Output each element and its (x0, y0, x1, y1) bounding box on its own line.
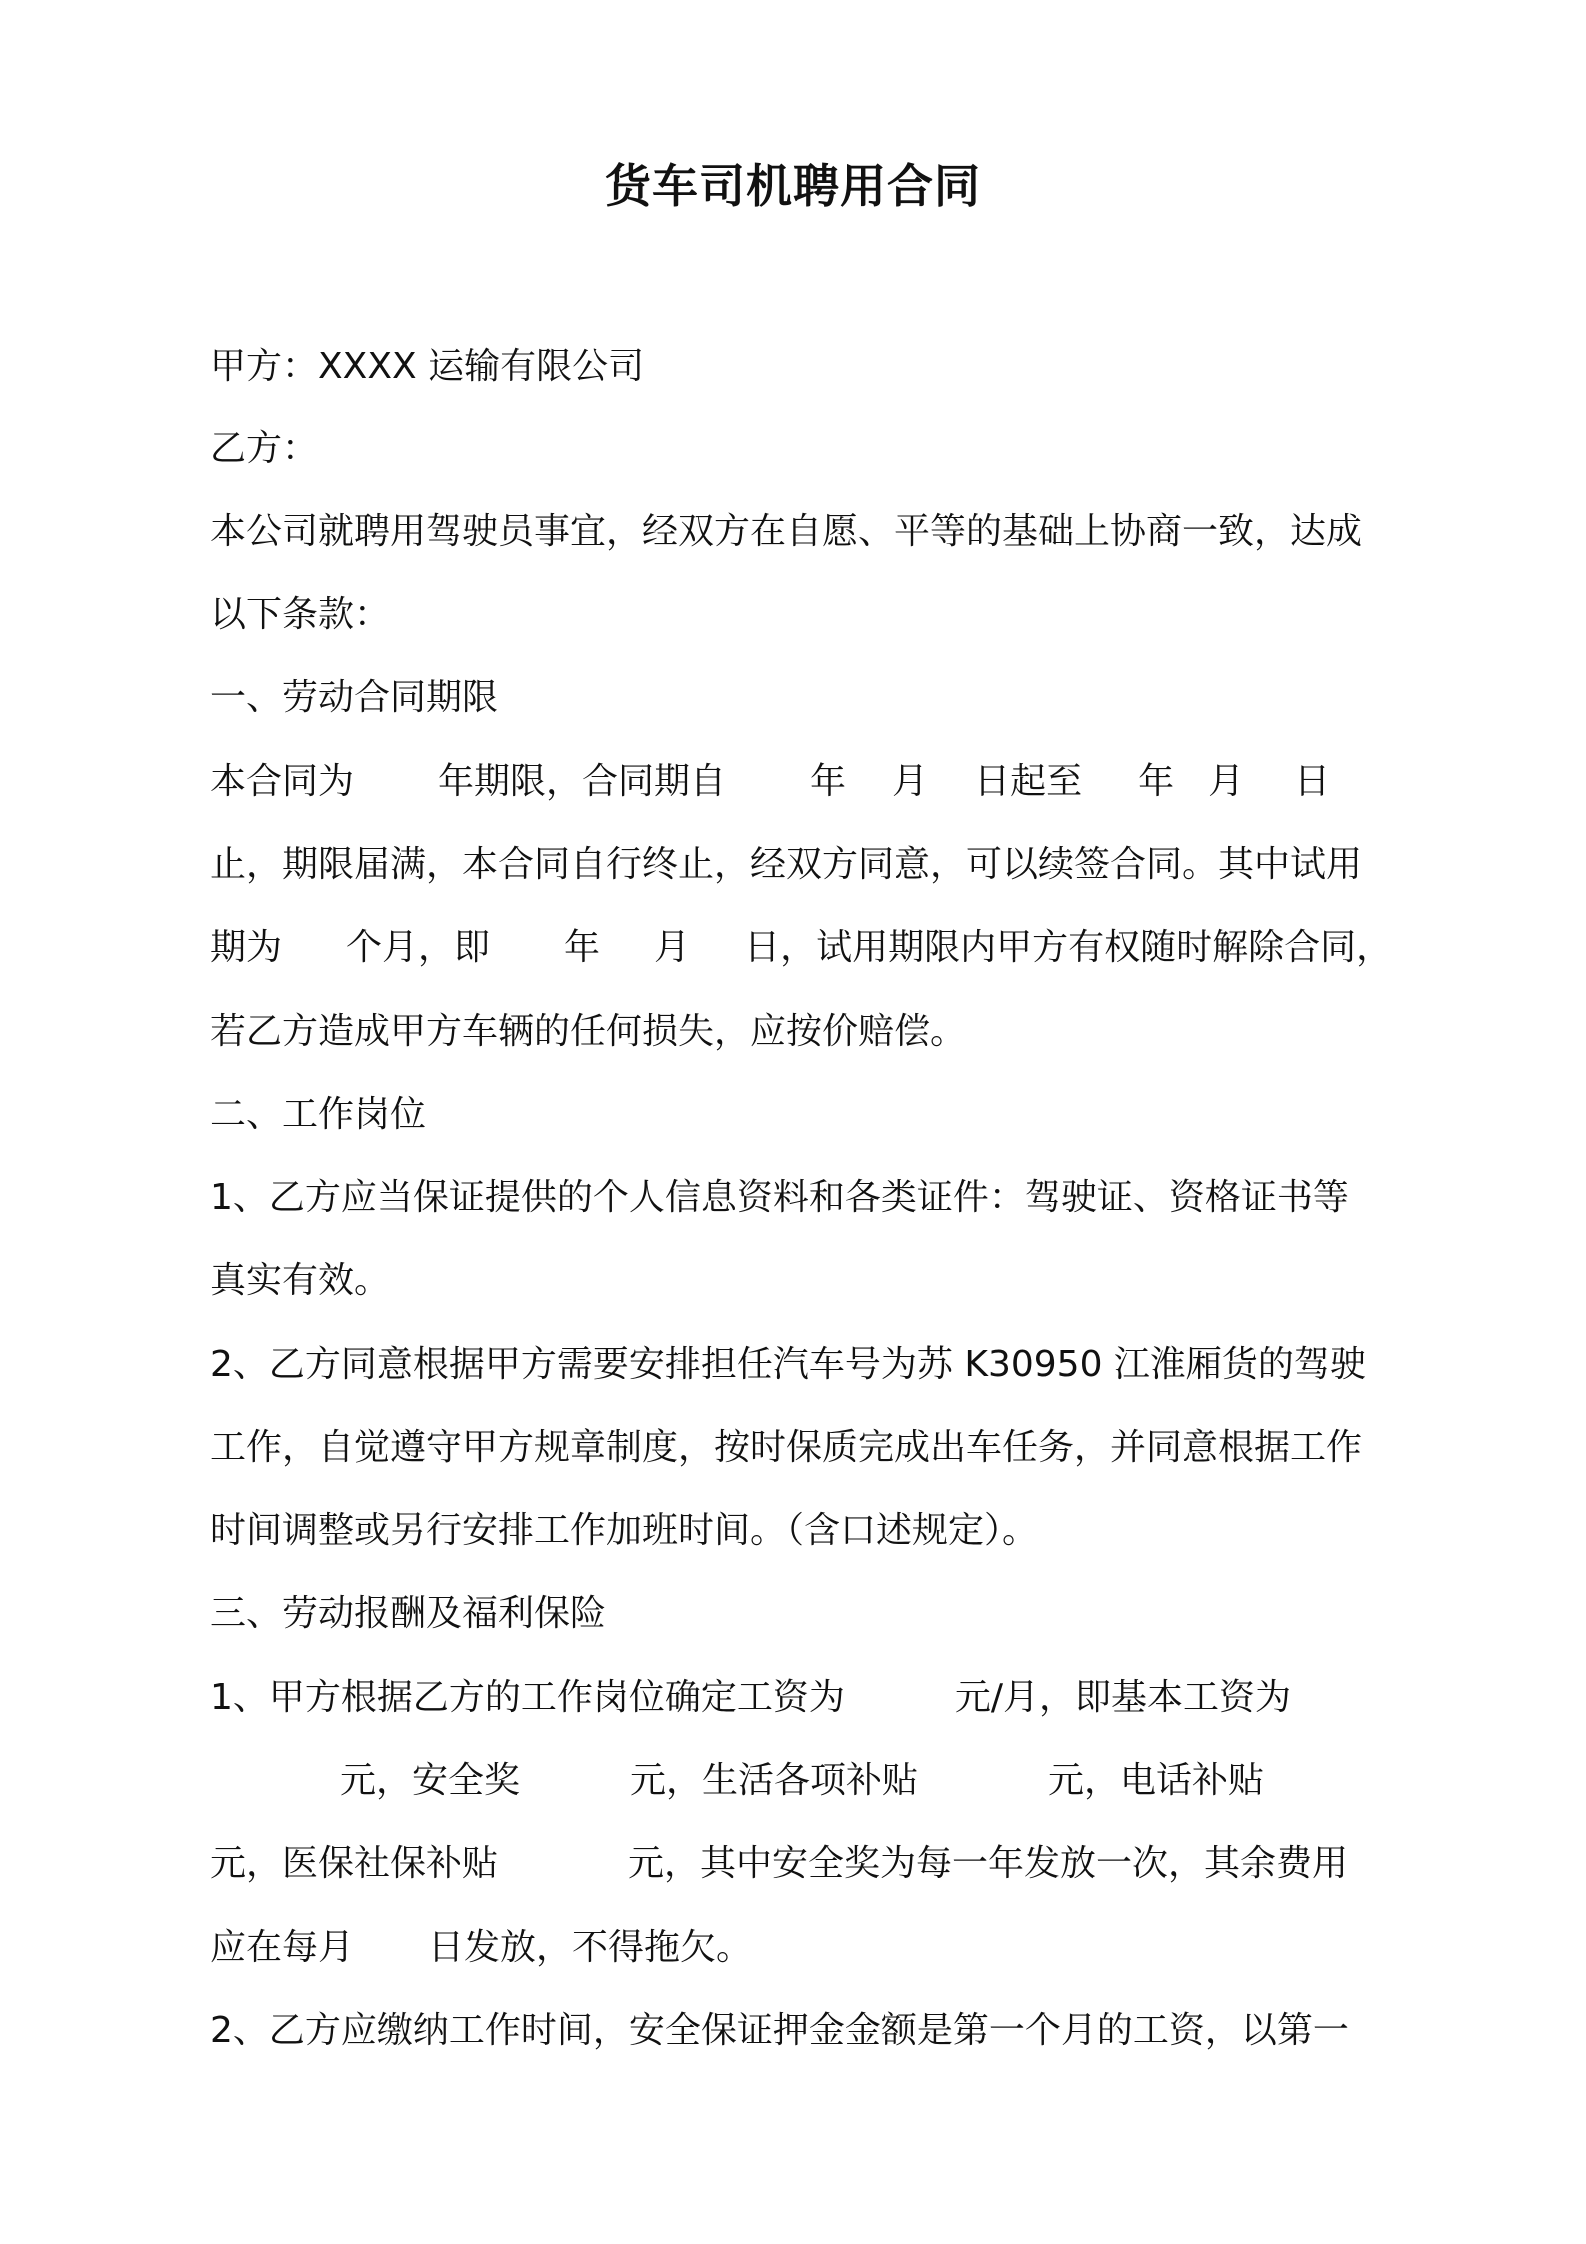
term-line-2: 止，期限届满，本合同自行终止，经双方同意，可以续签合同。其中试用 (210, 844, 1363, 885)
position-item-1-line-1: 1、乙方应当保证提供的个人信息资料和各类证件：驾驶证、资格证书等 (210, 1177, 1349, 1218)
pay-text: 日发放，不得拖欠。 (428, 1927, 753, 1968)
position-item-1-line-2: 真实有效。 (210, 1260, 391, 1301)
pay-item-1-line-2 (210, 1759, 1264, 1803)
pay-text: 元，其中安全奖为每一年发放一次，其余费用 (628, 1843, 1349, 1884)
term-text: 月 (654, 927, 691, 968)
term-line-1 (210, 760, 1330, 804)
term-line-3 (210, 926, 1392, 970)
party-b-line: 乙方： (210, 428, 319, 469)
pay-text: 元，安全奖 (340, 1760, 521, 1801)
term-text: 期为 (210, 927, 283, 968)
term-line-4: 若乙方造成甲方车辆的任何损失，应按价赔偿。 (210, 1011, 967, 1052)
pay-text: 1、甲方根据乙方的工作岗位确定工资为 (210, 1677, 845, 1718)
term-text: 个月，即 (346, 927, 491, 968)
pay-text: 元，电话补贴 (1048, 1760, 1265, 1801)
term-text: 本合同为 (210, 761, 355, 802)
position-item-2-line-2: 工作，自觉遵守甲方规章制度，按时保质完成出车任务，并同意根据工作 (210, 1427, 1363, 1468)
section-heading-position: 二、工作岗位 (210, 1094, 427, 1135)
party-a-line: 甲方：XXXX 运输有限公司 (210, 346, 645, 387)
preamble-line-2: 以下条款： (210, 594, 391, 635)
term-text: 年期限，合同期自 (438, 761, 727, 802)
pay-item-1-line-1 (210, 1676, 1291, 1720)
preamble-line-1: 本公司就聘用驾驶员事宜，经双方在自愿、平等的基础上协商一致，达成 (210, 511, 1363, 552)
position-item-2-line-1: 2、乙方同意根据甲方需要安排担任汽车号为苏 K30950 江淮厢货的驾驶 (210, 1344, 1366, 1385)
term-text: 月 (1208, 761, 1245, 802)
document-title: 货车司机聘用合同 (605, 159, 981, 213)
term-text: 日 (1294, 761, 1331, 802)
term-text: 年 (1138, 761, 1175, 802)
section-heading-pay: 三、劳动报酬及福利保险 (210, 1593, 607, 1634)
pay-text: 元，生活各项补贴 (630, 1760, 919, 1801)
term-text: 年 (810, 761, 847, 802)
pay-text: 元，医保社保补贴 (210, 1843, 499, 1884)
term-text: 月 (892, 761, 929, 802)
pay-item-1-line-3 (210, 1842, 1348, 1886)
pay-text: 元/月，即基本工资为 (954, 1677, 1292, 1718)
pay-text: 应在每月 (210, 1927, 355, 1968)
term-text: 年 (564, 927, 601, 968)
term-text: 日起至 (974, 761, 1083, 802)
term-text: 日，试用期限内甲方有权随时解除合同， (744, 927, 1393, 968)
position-item-2-line-3: 时间调整或另行安排工作加班时间。（含口述规定）。 (210, 1510, 1039, 1551)
pay-item-2-line-1: 2、乙方应缴纳工作时间，安全保证押金金额是第一个月的工资，以第一 (210, 2010, 1349, 2051)
section-heading-term: 一、劳动合同期限 (210, 677, 499, 718)
pay-item-1-line-4 (210, 1926, 752, 1970)
